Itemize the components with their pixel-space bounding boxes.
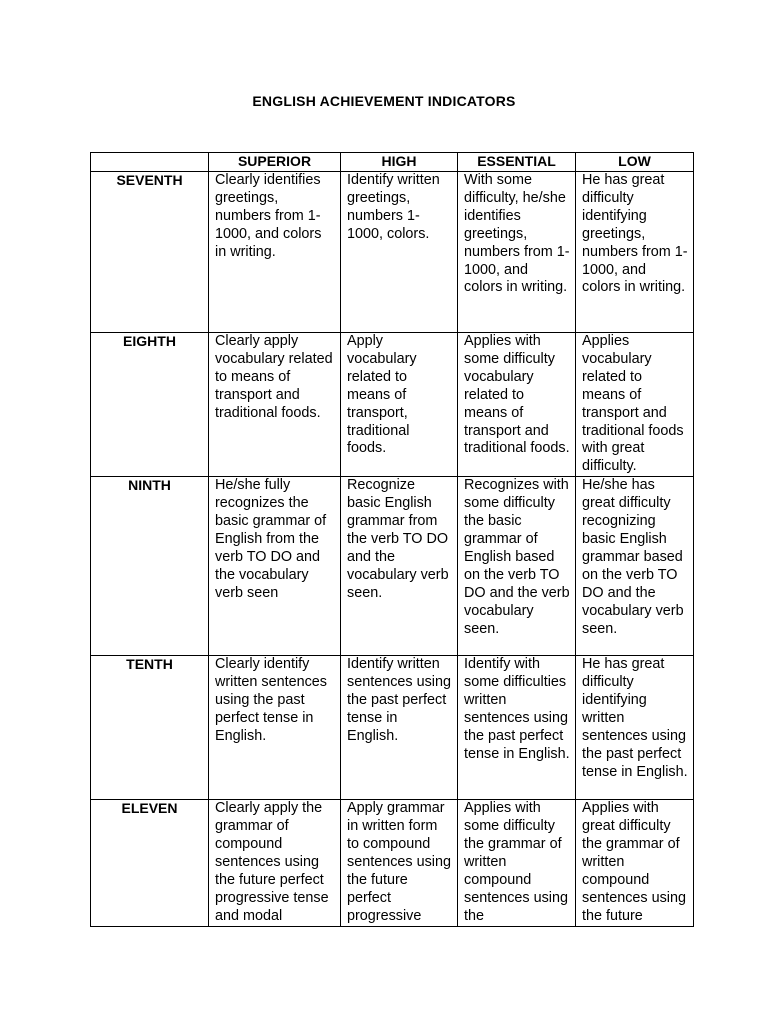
cell-eleven-superior: Clearly apply the grammar of compound sentences using the future perfect progressive tense and modal — [209, 800, 341, 926]
cell-ninth-essential: Recognizes with some difficulty the basic grammar of English based on the verb TO DO and the verb vocabulary seen. — [458, 477, 576, 656]
cell-eighth-high: Apply vocabulary related to means of transport, traditional foods. — [341, 333, 458, 477]
cell-eighth-superior: Clearly apply vocabulary related to means of transport and traditional foods. — [209, 333, 341, 477]
header-superior: SUPERIOR — [209, 153, 341, 172]
cell-eighth-essential: Applies with some difficulty vocabulary related to means of transport and traditional foods. — [458, 333, 576, 477]
header-essential: ESSENTIAL — [458, 153, 576, 172]
grade-label-eighth: EIGHTH — [91, 333, 209, 477]
grade-label-tenth: TENTH — [91, 656, 209, 800]
cell-tenth-superior: Clearly identify written sentences using the past perfect tense in English. — [209, 656, 341, 800]
cell-ninth-low: He/she has great difficulty recognizing basic English grammar based on the verb TO DO and the vocabulary verb seen. — [576, 477, 694, 656]
grade-label-eleven: ELEVEN — [91, 800, 209, 926]
achievement-table — [90, 152, 694, 927]
table-row-eighth — [91, 333, 694, 477]
cell-ninth-high: Recognize basic English grammar from the verb TO DO and the vocabulary verb seen. — [341, 477, 458, 656]
table-row-tenth — [91, 656, 694, 800]
table-row-seventh — [91, 172, 694, 333]
cell-tenth-essential: Identify with some difficulties written sentences using the past perfect tense in English. — [458, 656, 576, 800]
document-title: ENGLISH ACHIEVEMENT INDICATORS — [252, 93, 516, 109]
table-row-ninth — [91, 477, 694, 656]
cell-ninth-superior: He/she fully recognizes the basic grammar of English from the verb TO DO and the vocabulary verb seen — [209, 477, 341, 656]
cell-seventh-superior: Clearly identifies greetings, numbers from 1-1000, and colors in writing. — [209, 172, 341, 333]
grade-label-seventh: SEVENTH — [91, 172, 209, 333]
cell-seventh-low: He has great difficulty identifying greetings, numbers from 1-1000, and colors in writing. — [576, 172, 694, 333]
cell-eleven-high: Apply grammar in written form to compound sentences using the future perfect progressive — [341, 800, 458, 926]
cell-tenth-high: Identify written sentences using the past perfect tense in English. — [341, 656, 458, 800]
cell-seventh-essential: With some difficulty, he/she identifies greetings, numbers from 1-1000, and colors in writing. — [458, 172, 576, 333]
cell-tenth-low: He has great difficulty identifying written sentences using the past perfect tense in English. — [576, 656, 694, 800]
cell-eighth-low: Applies vocabulary related to means of transport and traditional foods with great difficulty. — [576, 333, 694, 477]
header-low: LOW — [576, 153, 694, 172]
header-grade-corner — [91, 153, 209, 172]
header-row — [91, 153, 694, 172]
cell-seventh-high: Identify written greetings, numbers 1-1000, colors. — [341, 172, 458, 333]
cell-eleven-low: Applies with great difficulty the grammar of written compound sentences using the future — [576, 800, 694, 926]
header-high: HIGH — [341, 153, 458, 172]
grade-label-ninth: NINTH — [91, 477, 209, 656]
cell-eleven-essential: Applies with some difficulty the grammar of written compound sentences using the — [458, 800, 576, 926]
table-row-eleven — [91, 800, 694, 926]
